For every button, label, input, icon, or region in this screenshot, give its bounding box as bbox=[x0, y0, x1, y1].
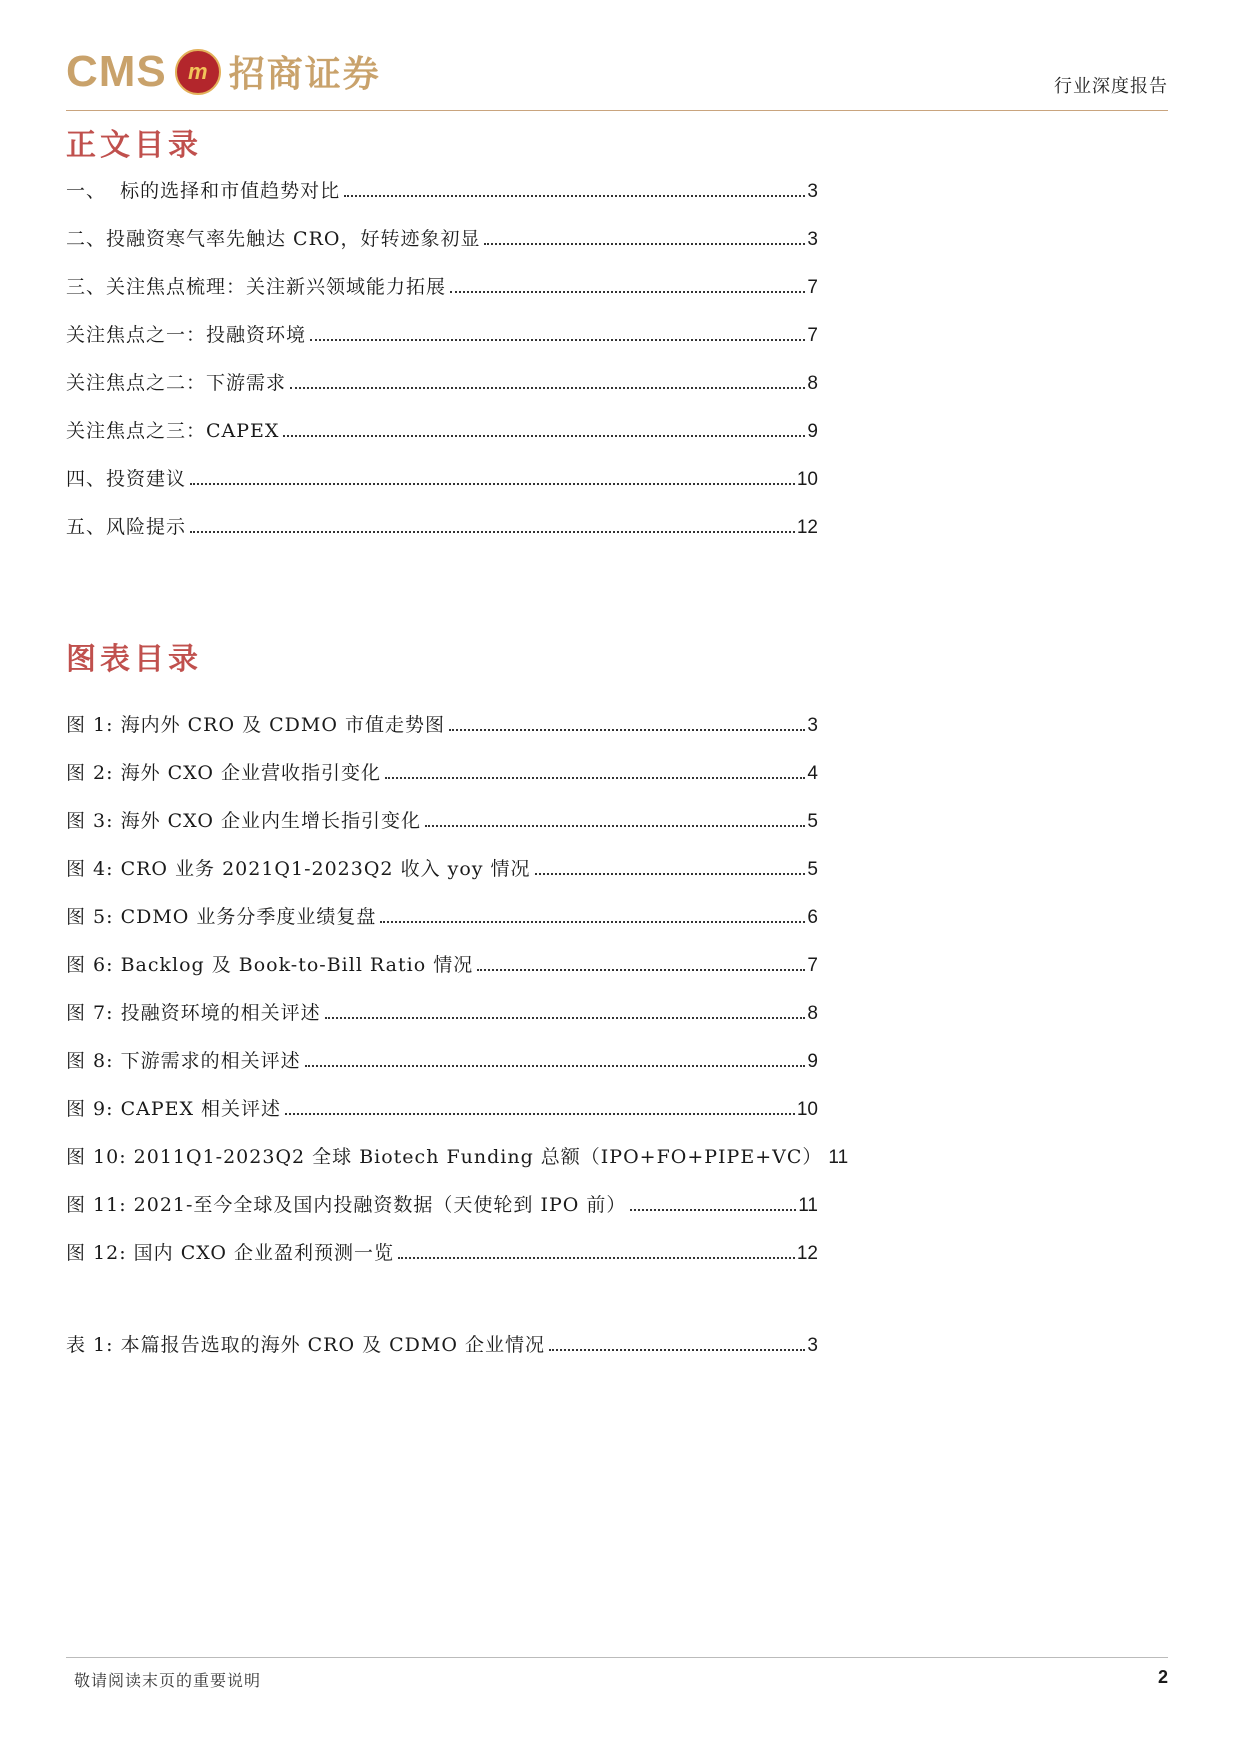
table-entry-label: 表 1: 本篇报告选取的海外 CRO 及 CDMO 企业情况 bbox=[66, 1334, 545, 1356]
toc-entry-label: 四、投资建议 bbox=[66, 468, 187, 490]
dot-leader bbox=[344, 195, 805, 197]
figure-entry-page: 5 bbox=[807, 859, 818, 880]
figure-entry[interactable] bbox=[66, 854, 818, 902]
figure-entry-label: 图 9: CAPEX 相关评述 bbox=[66, 1098, 282, 1120]
toc-entry-label: 关注焦点之一：投融资环境 bbox=[66, 324, 307, 346]
dot-leader bbox=[449, 729, 805, 731]
dot-leader bbox=[484, 243, 805, 245]
report-type-label: 行业深度报告 bbox=[1054, 76, 1168, 97]
figure-entry[interactable] bbox=[66, 1094, 818, 1142]
figure-entry[interactable] bbox=[66, 950, 818, 998]
figure-entry-label: 图 7: 投融资环境的相关评述 bbox=[66, 1002, 321, 1024]
toc-entry-page: 7 bbox=[807, 325, 818, 346]
figure-entry-label: 图 2: 海外 CXO 企业营收指引变化 bbox=[66, 762, 381, 784]
toc-title: 正文目录 bbox=[66, 128, 202, 163]
figures-toc-title: 图表目录 bbox=[66, 642, 202, 677]
toc-list bbox=[66, 176, 818, 560]
dot-leader bbox=[535, 873, 806, 875]
toc-entry[interactable] bbox=[66, 512, 818, 560]
figure-entry[interactable] bbox=[66, 806, 818, 854]
figure-entry[interactable] bbox=[66, 758, 818, 806]
dot-leader bbox=[549, 1349, 805, 1351]
toc-entry-label: 三、关注焦点梳理：关注新兴领域能力拓展 bbox=[66, 276, 447, 298]
disclaimer-note: 敬请阅读末页的重要说明 bbox=[74, 1671, 262, 1690]
figure-entry-page: 5 bbox=[807, 811, 818, 832]
toc-entry-page: 12 bbox=[796, 517, 818, 538]
dot-leader bbox=[305, 1065, 806, 1067]
toc-entry-label: 二、投融资寒气率先触达 CRO，好转迹象初显 bbox=[66, 228, 481, 250]
figure-entry-page: 3 bbox=[807, 715, 818, 736]
figure-entry[interactable] bbox=[66, 902, 818, 950]
toc-entry[interactable] bbox=[66, 176, 818, 224]
figure-entry-label: 图 11: 2021-至今全球及国内投融资数据（天使轮到 IPO 前） bbox=[66, 1194, 627, 1216]
figure-entry-label: 图 12: 国内 CXO 企业盈利预测一览 bbox=[66, 1242, 395, 1264]
dot-leader bbox=[283, 435, 805, 437]
figure-entry[interactable] bbox=[66, 710, 818, 758]
toc-entry-label: 一、 标的选择和市值趋势对比 bbox=[66, 180, 341, 202]
dot-leader bbox=[477, 969, 805, 971]
page-footer bbox=[66, 1657, 1168, 1698]
dot-leader bbox=[310, 339, 805, 341]
figure-entry-label: 图 8: 下游需求的相关评述 bbox=[66, 1050, 301, 1072]
dot-leader bbox=[380, 921, 805, 923]
figure-entry-label: 图 6: Backlog 及 Book-to-Bill Ratio 情况 bbox=[66, 954, 474, 976]
logo-mark-icon: m bbox=[175, 49, 221, 95]
toc-entry-label: 关注焦点之二：下游需求 bbox=[66, 372, 287, 394]
dot-leader bbox=[385, 777, 805, 779]
figure-entry-page: 12 bbox=[796, 1243, 818, 1264]
toc-entry[interactable] bbox=[66, 464, 818, 512]
toc-entry-page: 10 bbox=[796, 469, 818, 490]
page-header bbox=[66, 38, 1168, 111]
figure-entry-label: 图 1: 海内外 CRO 及 CDMO 市值走势图 bbox=[66, 714, 445, 736]
figure-entry[interactable] bbox=[66, 998, 818, 1046]
figure-entry[interactable] bbox=[66, 1142, 849, 1190]
dot-leader bbox=[450, 291, 805, 293]
dot-leader bbox=[190, 531, 795, 533]
toc-entry-label: 五、风险提示 bbox=[66, 516, 187, 538]
dot-leader bbox=[285, 1113, 795, 1115]
figure-entry-page: 11 bbox=[828, 1147, 849, 1168]
toc-entry-page: 9 bbox=[807, 421, 818, 442]
table-entry-page: 3 bbox=[807, 1335, 818, 1356]
figure-entry-page: 9 bbox=[807, 1051, 818, 1072]
dot-leader bbox=[290, 387, 805, 389]
toc-entry-page: 7 bbox=[807, 277, 818, 298]
toc-entry[interactable] bbox=[66, 320, 818, 368]
logo-chinese-text: 招商证券 bbox=[228, 53, 381, 95]
page-number: 2 bbox=[1157, 1667, 1168, 1687]
toc-entry[interactable] bbox=[66, 272, 818, 320]
toc-entry-page: 3 bbox=[807, 181, 818, 202]
table-entry[interactable] bbox=[66, 1330, 818, 1378]
figure-entry-label: 图 3: 海外 CXO 企业内生增长指引变化 bbox=[66, 810, 421, 832]
toc-entry-page: 3 bbox=[807, 229, 818, 250]
toc-entry[interactable] bbox=[66, 416, 818, 464]
figure-entry-page: 10 bbox=[796, 1099, 818, 1120]
toc-entry[interactable] bbox=[66, 368, 818, 416]
dot-leader bbox=[398, 1257, 795, 1259]
dot-leader bbox=[190, 483, 795, 485]
figure-entry-label: 图 10: 2011Q1-2023Q2 全球 Biotech Funding 总额（IPO+FO+PIPE+VC） bbox=[66, 1146, 823, 1168]
figure-entry-page: 4 bbox=[807, 763, 818, 784]
figure-entry[interactable] bbox=[66, 1190, 818, 1238]
figure-entry-label: 图 4: CRO 业务 2021Q1-2023Q2 收入 yoy 情况 bbox=[66, 858, 531, 880]
cms-logo bbox=[66, 46, 381, 97]
toc-entry-label: 关注焦点之三：CAPEX bbox=[66, 420, 280, 442]
tables-list bbox=[66, 1330, 818, 1378]
figure-entry-label: 图 5: CDMO 业务分季度业绩复盘 bbox=[66, 906, 377, 928]
figure-entry[interactable] bbox=[66, 1046, 818, 1094]
dot-leader bbox=[630, 1209, 796, 1211]
figure-entry[interactable] bbox=[66, 1238, 818, 1286]
figure-entry-page: 8 bbox=[807, 1003, 818, 1024]
toc-entry-page: 8 bbox=[807, 373, 818, 394]
toc-entry[interactable] bbox=[66, 224, 818, 272]
figures-list bbox=[66, 710, 849, 1286]
logo-latin-text: CMS bbox=[66, 46, 167, 96]
dot-leader bbox=[325, 1017, 806, 1019]
figure-entry-page: 11 bbox=[798, 1195, 818, 1216]
figure-entry-page: 6 bbox=[807, 907, 818, 928]
figure-entry-page: 7 bbox=[807, 955, 818, 976]
dot-leader bbox=[425, 825, 805, 827]
